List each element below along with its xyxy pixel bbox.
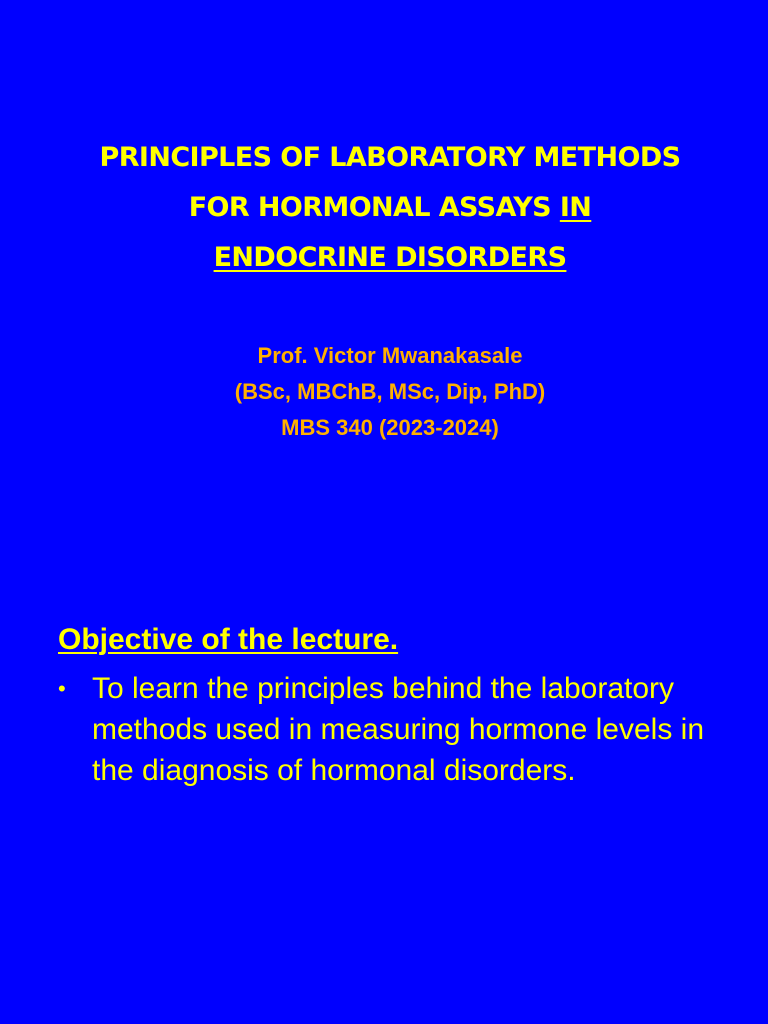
author-qualifications: (BSc, MBChB, MSc, Dip, PhD)	[234, 379, 546, 404]
objective-heading: Objective of the lecture.	[58, 623, 399, 656]
objective-bullet-text: To learn the principles behind the laboratory methods used in measuring hormone levels in the diagnosis of hormonal disorders.	[92, 672, 704, 787]
title-line-3	[30, 233, 750, 283]
title-line-1: PRINCIPLES OF LABORATORY METHODS	[99, 142, 681, 173]
title-underlined-endocrine-disorders: ENDOCRINE DISORDERS	[213, 242, 567, 273]
course-code: MBS 340 (2023-2024)	[281, 415, 499, 440]
author-block	[0, 338, 768, 446]
title-line-2-text: FOR HORMONAL ASSAYS	[188, 192, 560, 223]
bullet-icon: •	[58, 676, 66, 701]
slide-title	[30, 133, 750, 283]
title-line-2	[30, 183, 750, 233]
title-underlined-in: IN	[559, 192, 592, 223]
author-name: Prof. Victor Mwanakasale	[257, 343, 523, 368]
